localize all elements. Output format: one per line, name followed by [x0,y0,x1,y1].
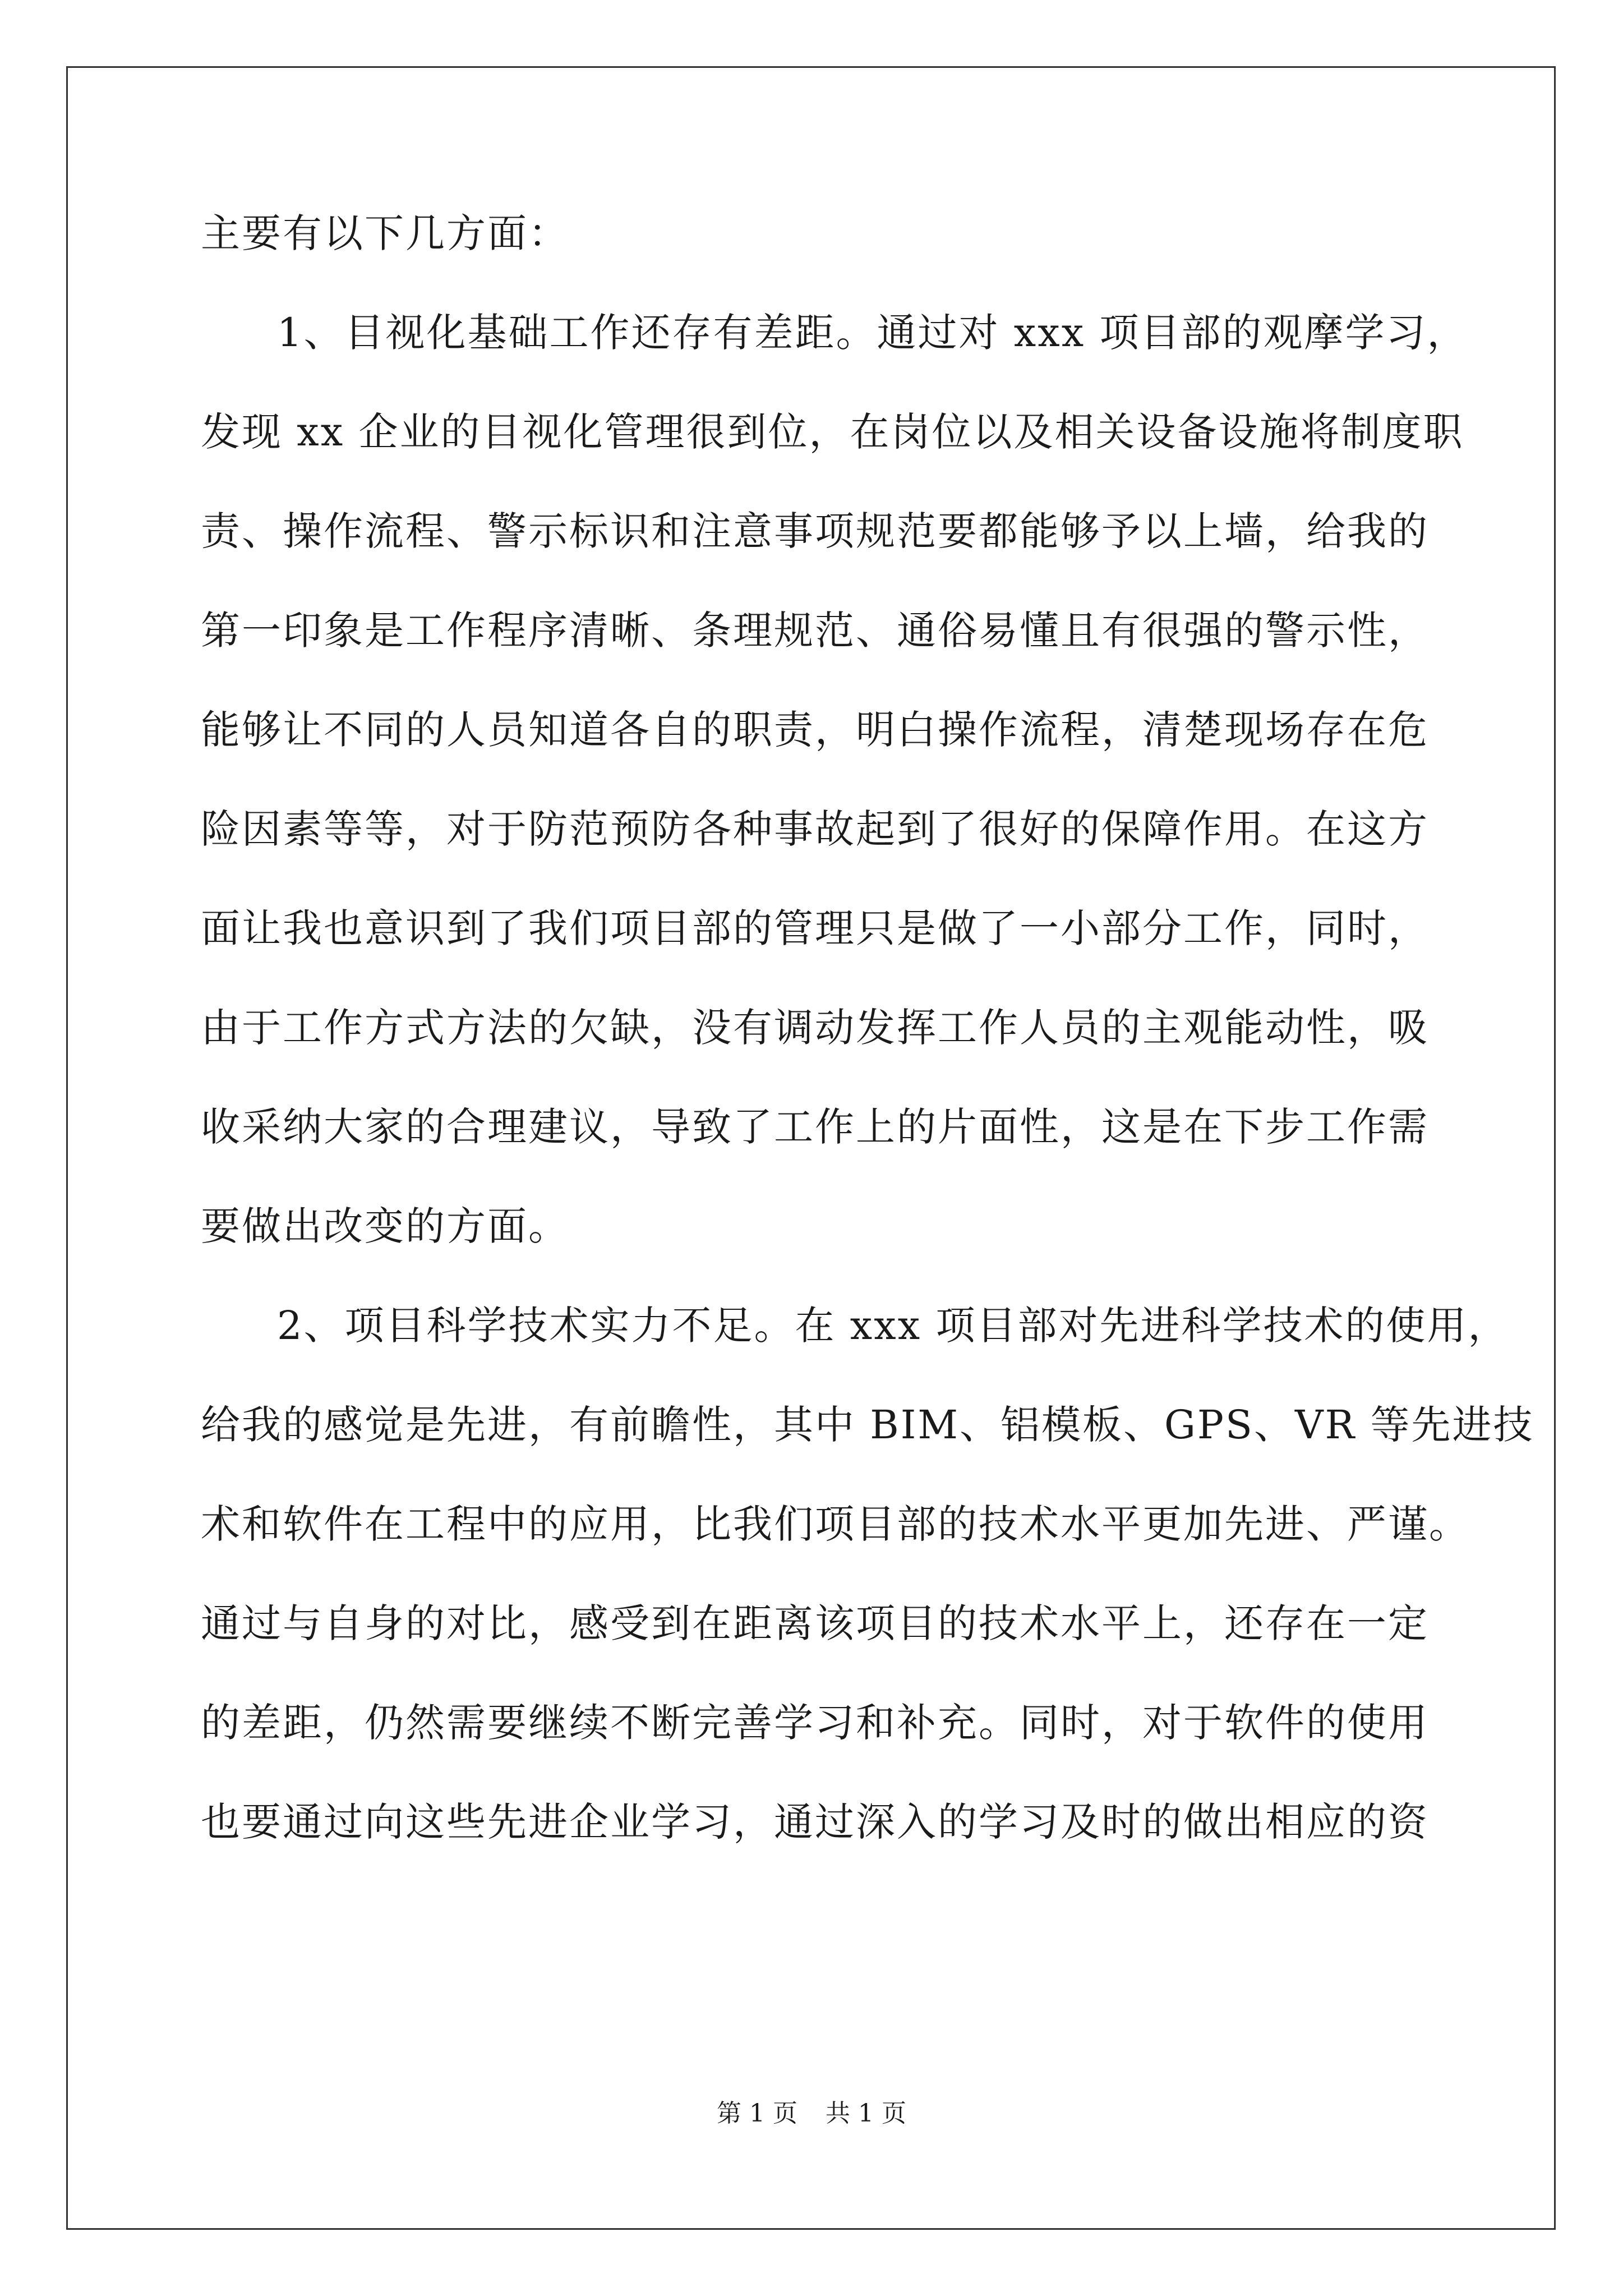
text-line: 由于工作方式方法的欠缺，没有调动发挥工作人员的主观能动性，吸 [201,1005,1429,1051]
text-line: 发现 xx 企业的目视化管理很到位，在岗位以及相关设备设施将制度职 [201,409,1464,455]
text-line: 责、操作流程、警示标识和注意事项规范要都能够予以上墙，给我的 [201,508,1429,554]
text-line: 险因素等等，对于防范预防各种事故起到了很好的保障作用。在这方 [201,806,1429,852]
text-line: 也要通过向这些先进企业学习，通过深入的学习及时的做出相应的资 [201,1799,1429,1845]
page-number: 第 1 页 [717,2099,797,2128]
text-line: 主要有以下几方面： [201,210,569,256]
text-line: 给我的感觉是先进，有前瞻性，其中 BIM、铝模板、GPS、VR 等先进技 [201,1402,1534,1448]
text-line: 要做出改变的方面。 [201,1203,569,1249]
text-line: 1、目视化基础工作还存有差距。通过对 xxx 项目部的观摩学习， [277,310,1468,356]
text-line: 收采纳大家的合理建议，导致了工作上的片面性，这是在下步工作需 [201,1104,1429,1150]
text-line: 通过与自身的对比，感受到在距离该项目的技术水平上，还存在一定 [201,1600,1429,1646]
page-footer [0,2097,1623,2131]
text-line: 的差距，仍然需要继续不断完善学习和补充。同时，对于软件的使用 [201,1700,1429,1746]
text-line: 2、项目科学技术实力不足。在 xxx 项目部对先进科学技术的使用， [277,1303,1509,1349]
text-line: 能够让不同的人员知道各自的职责，明白操作流程，清楚现场存在危 [201,707,1429,753]
text-line: 第一印象是工作程序清晰、条理规范、通俗易懂且有很强的警示性， [201,608,1429,654]
text-line: 术和软件在工程中的应用，比我们项目部的技术水平更加先进、严谨。 [201,1501,1470,1547]
text-line: 面让我也意识到了我们项目部的管理只是做了一小部分工作，同时， [201,905,1429,951]
page-total: 共 1 页 [826,2099,906,2128]
